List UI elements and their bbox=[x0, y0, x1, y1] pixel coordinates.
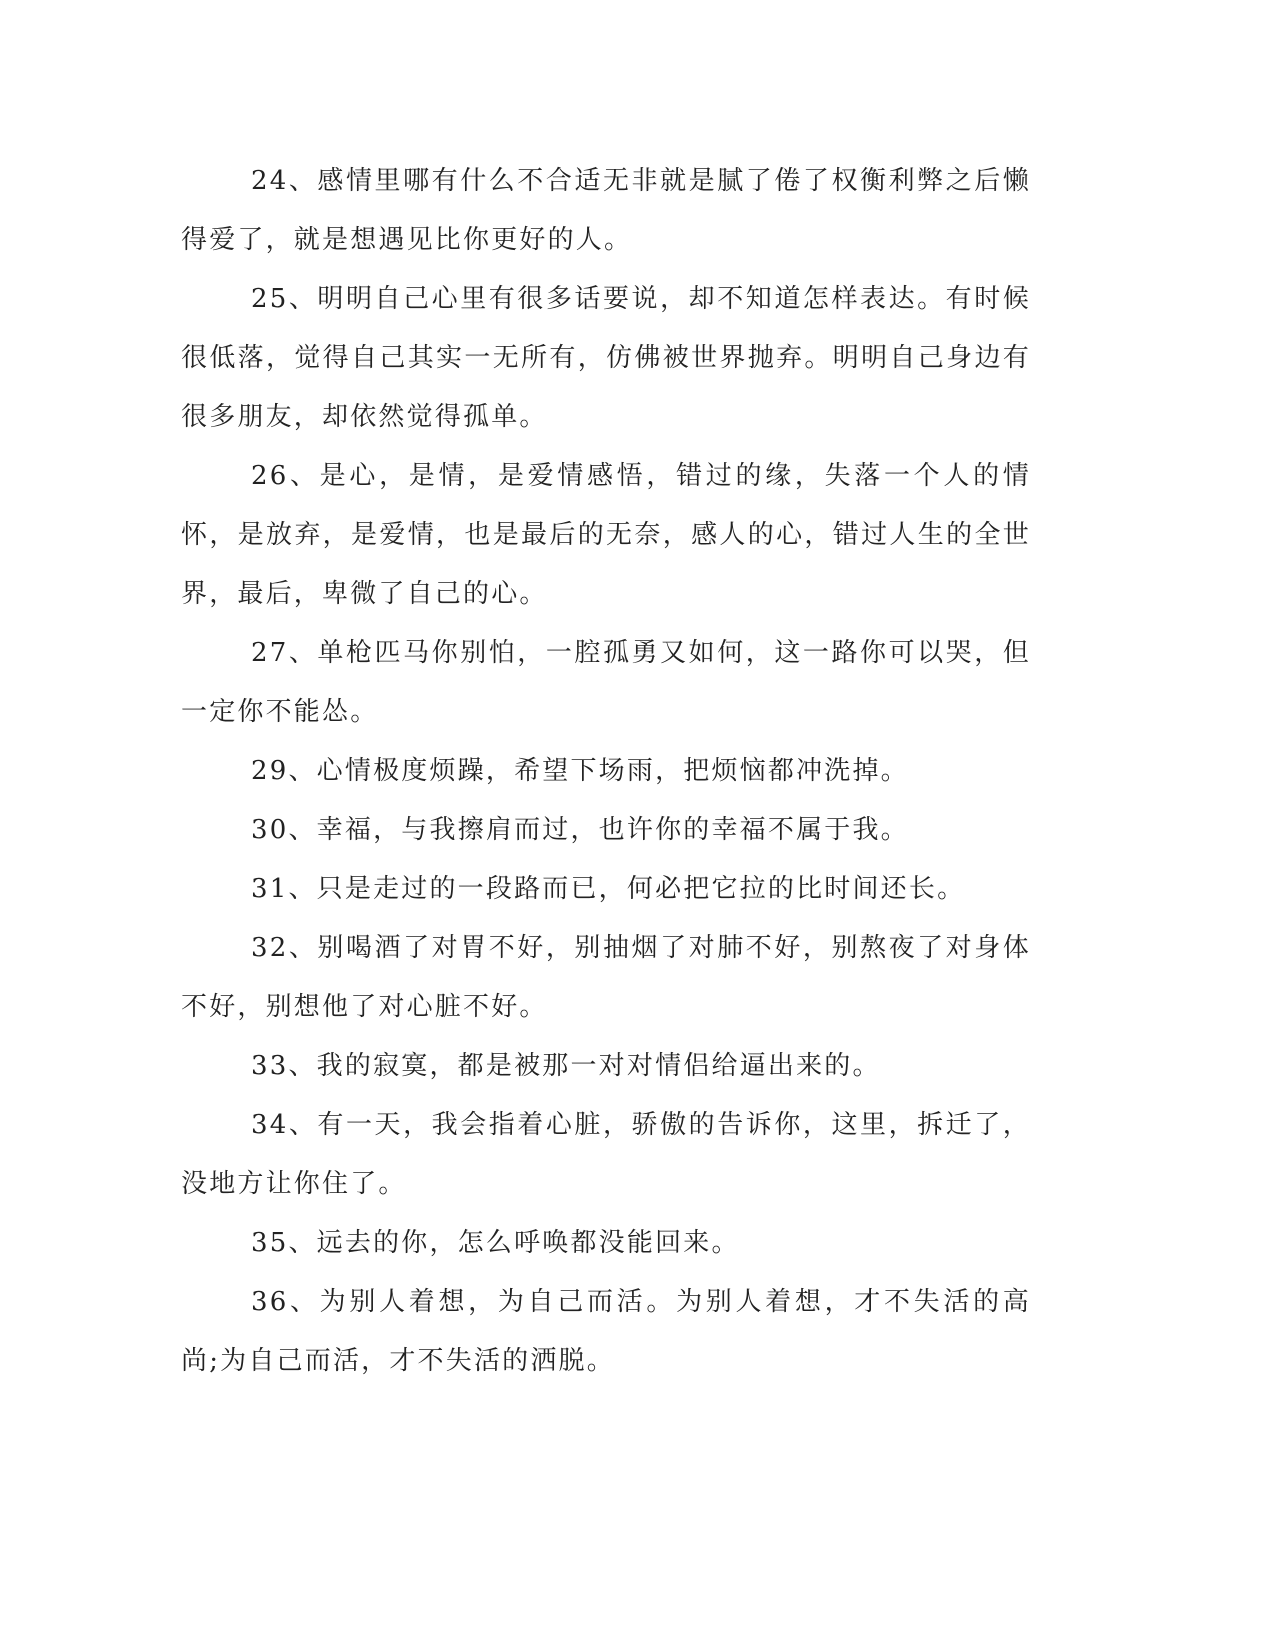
paragraph-30: 30、幸福，与我擦肩而过，也许你的幸福不属于我。 bbox=[251, 815, 909, 845]
paragraph-25: 25、明明自己心里有很多话要说，却不知道怎样表达。有时候很低落，觉得自己其实一无所有，仿佛被世界抛弃。明明自己身边有很多朋友，却依然觉得孤单。 bbox=[181, 284, 1031, 432]
paragraph-35: 35、远去的你，怎么呼唤都没能回来。 bbox=[251, 1228, 740, 1258]
paragraph-34: 34、有一天，我会指着心脏，骄傲的告诉你，这里，拆迁了，没地方让你住了。 bbox=[181, 1110, 1031, 1199]
paragraph-31: 31、只是走过的一段路而已，何必把它拉的比时间还长。 bbox=[251, 874, 966, 904]
paragraph-32: 32、别喝酒了对胃不好，别抽烟了对肺不好，别熬夜了对身体不好，别想他了对心脏不好。 bbox=[181, 933, 1031, 1022]
paragraph-33: 33、我的寂寞，都是被那一对对情侣给逼出来的。 bbox=[251, 1051, 881, 1081]
paragraph-24: 24、感情里哪有什么不合适无非就是腻了倦了权衡利弊之后懒得爱了，就是想遇见比你更好的人。 bbox=[181, 166, 1031, 255]
paragraph-36: 36、为别人着想，为自己而活。为别人着想，才不失活的高尚;为自己而活，才不失活的洒脱。 bbox=[181, 1287, 1031, 1376]
paragraph-27: 27、单枪匹马你别怕，一腔孤勇又如何，这一路你可以哭，但一定你不能怂。 bbox=[181, 638, 1031, 727]
document-body bbox=[181, 152, 1031, 1391]
paragraph-29: 29、心情极度烦躁，希望下场雨，把烦恼都冲洗掉。 bbox=[251, 756, 909, 786]
paragraph-26: 26、是心，是情，是爱情感悟，错过的缘，失落一个人的情怀，是放弃，是爱情，也是最后的无奈，感人的心，错过人生的全世界，最后，卑微了自己的心。 bbox=[181, 461, 1031, 609]
